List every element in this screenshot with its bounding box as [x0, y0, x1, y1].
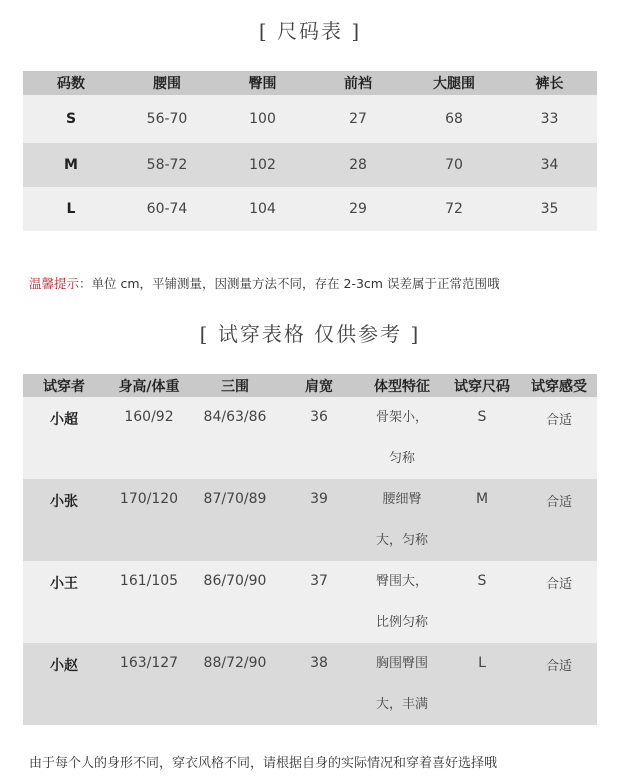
fit-feeling-value: 合适 — [521, 479, 597, 561]
height-weight-value: 163/127 — [105, 643, 193, 725]
header-length: 裤长 — [502, 71, 597, 95]
header-hip: 臀围 — [215, 71, 310, 95]
table-row — [23, 397, 597, 479]
fit-feeling-value: 合适 — [521, 561, 597, 643]
header-front-rise: 前裆 — [310, 71, 406, 95]
tester-name: 小王 — [23, 561, 105, 643]
header-body-type: 体型特征 — [361, 374, 443, 397]
body-type-value: 骨架小，匀称 — [361, 397, 443, 479]
hip-value: 100 — [215, 95, 310, 143]
tester-name: 小超 — [23, 397, 105, 479]
height-weight-value: 170/120 — [105, 479, 193, 561]
height-weight-value: 161/105 — [105, 561, 193, 643]
header-thigh: 大腿围 — [406, 71, 502, 95]
try-on-header-row — [23, 374, 597, 397]
front-rise-value: 29 — [310, 187, 406, 231]
thigh-value: 68 — [406, 95, 502, 143]
header-try-size: 试穿尺码 — [443, 374, 521, 397]
body-type-value: 臀围大，比例匀称 — [361, 561, 443, 643]
measurements-value: 86/70/90 — [193, 561, 277, 643]
size-code: M — [23, 143, 119, 187]
fit-feeling-value: 合适 — [521, 643, 597, 725]
try-size-value: S — [443, 397, 521, 479]
table-row — [23, 143, 597, 187]
try-on-table — [23, 374, 597, 725]
measurement-note — [29, 274, 499, 292]
tester-name: 小张 — [23, 479, 105, 561]
shoulder-value: 38 — [277, 643, 361, 725]
length-value: 33 — [502, 95, 597, 143]
measurements-value: 87/70/89 — [193, 479, 277, 561]
fit-feeling-value: 合适 — [521, 397, 597, 479]
note-text: 单位 cm，平铺测量，因测量方法不同，存在 2-3cm 误差属于正常范围哦 — [91, 276, 500, 291]
header-shoulder: 肩宽 — [277, 374, 361, 397]
table-row — [23, 643, 597, 725]
measurements-value: 88/72/90 — [193, 643, 277, 725]
height-weight-value: 160/92 — [105, 397, 193, 479]
try-size-value: L — [443, 643, 521, 725]
measurements-value: 84/63/86 — [193, 397, 277, 479]
hip-value: 102 — [215, 143, 310, 187]
waist-value: 56-70 — [119, 95, 215, 143]
header-size-code: 码数 — [23, 71, 119, 95]
footer-note: 由于每个人的身形不同，穿衣风格不同，请根据自身的实际情况和穿着喜好选择哦 — [29, 756, 498, 771]
waist-value: 58-72 — [119, 143, 215, 187]
header-measurements: 三围 — [193, 374, 277, 397]
try-on-title: [ 试穿表格 仅供参考 ] — [199, 322, 421, 346]
table-row — [23, 479, 597, 561]
thigh-value: 70 — [406, 143, 502, 187]
shoulder-value: 39 — [277, 479, 361, 561]
body-type-value: 胸围臀围大，丰满 — [361, 643, 443, 725]
front-rise-value: 27 — [310, 95, 406, 143]
tester-name: 小赵 — [23, 643, 105, 725]
size-code: L — [23, 187, 119, 231]
header-waist: 腰围 — [119, 71, 215, 95]
hip-value: 104 — [215, 187, 310, 231]
body-type-value: 腰细臀大，匀称 — [361, 479, 443, 561]
size-chart-table — [23, 71, 597, 231]
table-row — [23, 95, 597, 143]
header-height-weight: 身高/体重 — [105, 374, 193, 397]
length-value: 34 — [502, 143, 597, 187]
size-chart-header-row — [23, 71, 597, 95]
try-size-value: S — [443, 561, 521, 643]
shoulder-value: 36 — [277, 397, 361, 479]
try-size-value: M — [443, 479, 521, 561]
note-label: 温馨提示： — [29, 276, 92, 291]
thigh-value: 72 — [406, 187, 502, 231]
front-rise-value: 28 — [310, 143, 406, 187]
size-code: S — [23, 95, 119, 143]
size-chart-title: [ 尺码表 ] — [258, 19, 362, 43]
waist-value: 60-74 — [119, 187, 215, 231]
shoulder-value: 37 — [277, 561, 361, 643]
table-row — [23, 187, 597, 231]
header-fit-feeling: 试穿感受 — [521, 374, 597, 397]
table-row — [23, 561, 597, 643]
length-value: 35 — [502, 187, 597, 231]
header-tester: 试穿者 — [23, 374, 105, 397]
